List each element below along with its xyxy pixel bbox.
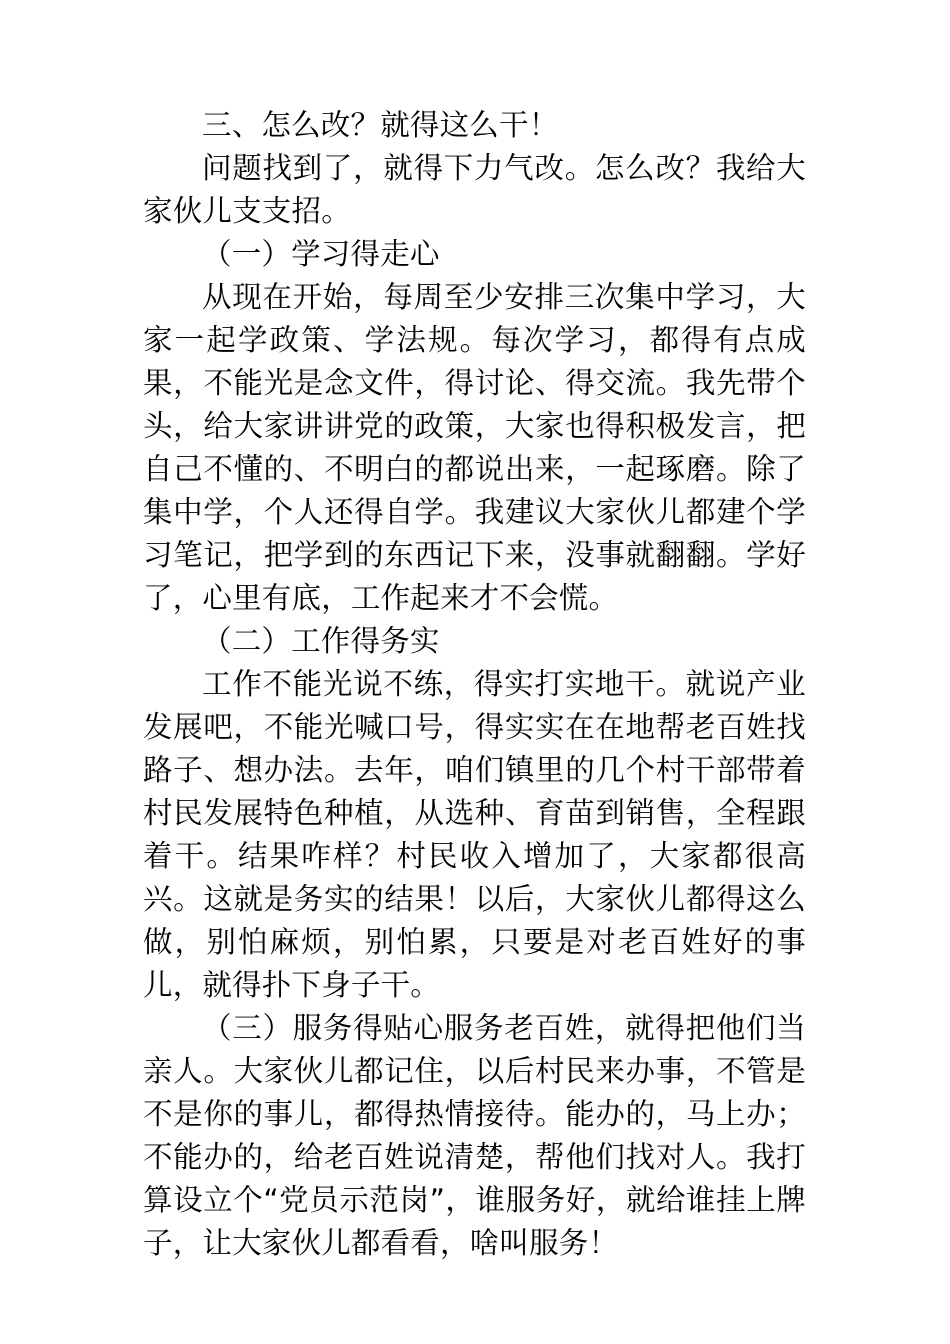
subheading-work: （二）工作得务实	[202, 624, 440, 658]
section-heading-3: 三、怎么改？就得这么干！	[202, 108, 559, 142]
paragraph-intro: 问题找到了，就得下力气改。怎么改？我给大家伙儿支支招。	[143, 151, 806, 228]
subheading-study: （一）学习得走心	[202, 237, 440, 271]
paragraph-study: 从现在开始，每周至少安排三次集中学习，大家一起学政策、学法规。每次学习，都得有点成果，不能光是念文件，得讨论、得交流。我先带个头，给大家讲讲党的政策，大家也得积极发言，把自己不懂的、不明白的都说出来，一起琢磨。除了集中学，个人还得自学。我建议大家伙儿都建个学习笔记，把学到的东西记下来，没事就翻翻。学好了，心里有底，工作起来才不会慌。	[143, 280, 806, 615]
document-body	[143, 104, 806, 1265]
paragraph-work: 工作不能光说不练，得实打实地干。就说产业发展吧，不能光喊口号，得实实在在地帮老百姓找路子、想办法。去年，咱们镇里的几个村干部带着村民发展特色种植，从选种、育苗到销售，全程跟着干。结果咋样？村民收入增加了，大家都很高兴。这就是务实的结果！以后，大家伙儿都得这么做，别怕麻烦，别怕累，只要是对老百姓好的事儿，就得扑下身子干。	[143, 667, 806, 1002]
paragraph-service: （三）服务得贴心服务老百姓，就得把他们当亲人。大家伙儿都记住，以后村民来办事，不管是不是你的事儿，都得热情接待。能办的，马上办；不能办的，给老百姓说清楚，帮他们找对人。我打算设立个“党员示范岗”，谁服务好，就给谁挂上牌子，让大家伙儿都看看，啥叫服务！	[143, 1011, 806, 1260]
